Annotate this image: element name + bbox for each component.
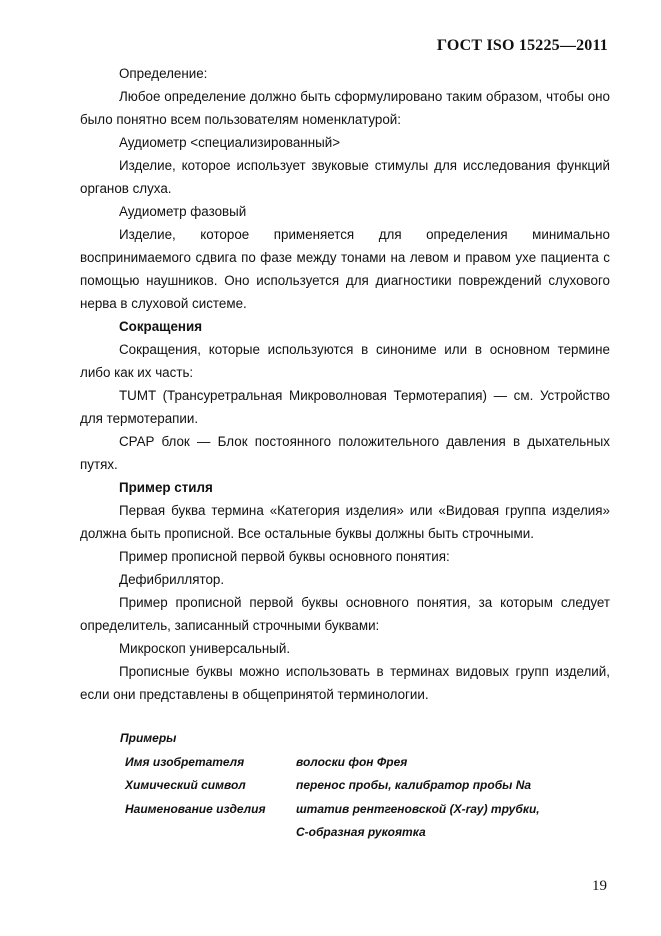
paragraph: Пример прописной первой буквы основного понятия: [119,549,450,564]
example-row [120,751,540,775]
paragraph: Изделие, которое использует звуковые стимулы для исследования функций органов слуха. [80,158,610,196]
example-value: перенос пробы, калибратор пробы Na [296,778,532,792]
paragraph: Изделие, которое применяется для определения минимально воспринимаемого сдвига по фазе между тонами на левом и правом ухе пациента с помощью наушников. Оно используется для диагностики повреждений слухового нерва в слуховой системе. [80,227,610,311]
examples-title: Примеры [120,731,177,745]
example-label: Химический символ [125,778,246,792]
example-label [120,821,296,845]
paragraph: Дефибриллятор. [119,572,225,587]
paragraph-definition-heading: Определение: [119,66,208,81]
example-value: C-образная рукоятка [296,825,426,839]
paragraph: Пример прописной первой буквы основного понятия, за которым следует определитель, записанный строчными буквами: [80,595,610,633]
page-number: 19 [592,878,607,894]
paragraph: Первая буква термина «Категория изделия» или «Видовая группа изделия» должна быть прописной. Все остальные буквы должны быть строчными. [80,503,610,541]
paragraph: Сокращения, которые используются в синониме или в основном термине либо как их часть: [80,342,610,380]
term-audiometer-phase: Аудиометр фазовый [119,204,247,219]
paragraph: Микроскоп универсальный. [119,641,291,656]
section-heading-style-example: Пример стиля [119,480,213,495]
standard-code-header: ГОСТ ISO 15225—2011 [436,37,608,54]
paragraph: Любое определение должно быть сформулировано таким образом, чтобы оно было понятно всем пользователям номенклатурой: [80,89,610,127]
paragraph: TUMT (Трансуретральная Микроволновая Термотерапия) — см. Устройство для термотерапии. [80,388,610,426]
example-value: штатив рентгеновской (X-ray) трубки, [296,801,540,816]
example-row [120,821,540,845]
example-row [120,798,540,822]
paragraph: CPAP блок — Блок постоянного положительного давления в дыхательных путях. [80,434,610,472]
example-label: Имя изобретателя [125,754,245,769]
term-audiometer-specialized: Аудиометр <специализированный> [119,135,341,150]
section-heading-abbreviations: Сокращения [119,319,203,334]
body-text [80,62,610,706]
example-label: Наименование изделия [125,801,266,816]
paragraph: Прописные буквы можно использовать в терминах видовых групп изделий, если они представлены в общепринятой терминологии. [80,664,610,702]
example-row [120,774,540,798]
example-value: волоски фон Фрея [296,754,408,769]
examples-block [120,727,540,845]
